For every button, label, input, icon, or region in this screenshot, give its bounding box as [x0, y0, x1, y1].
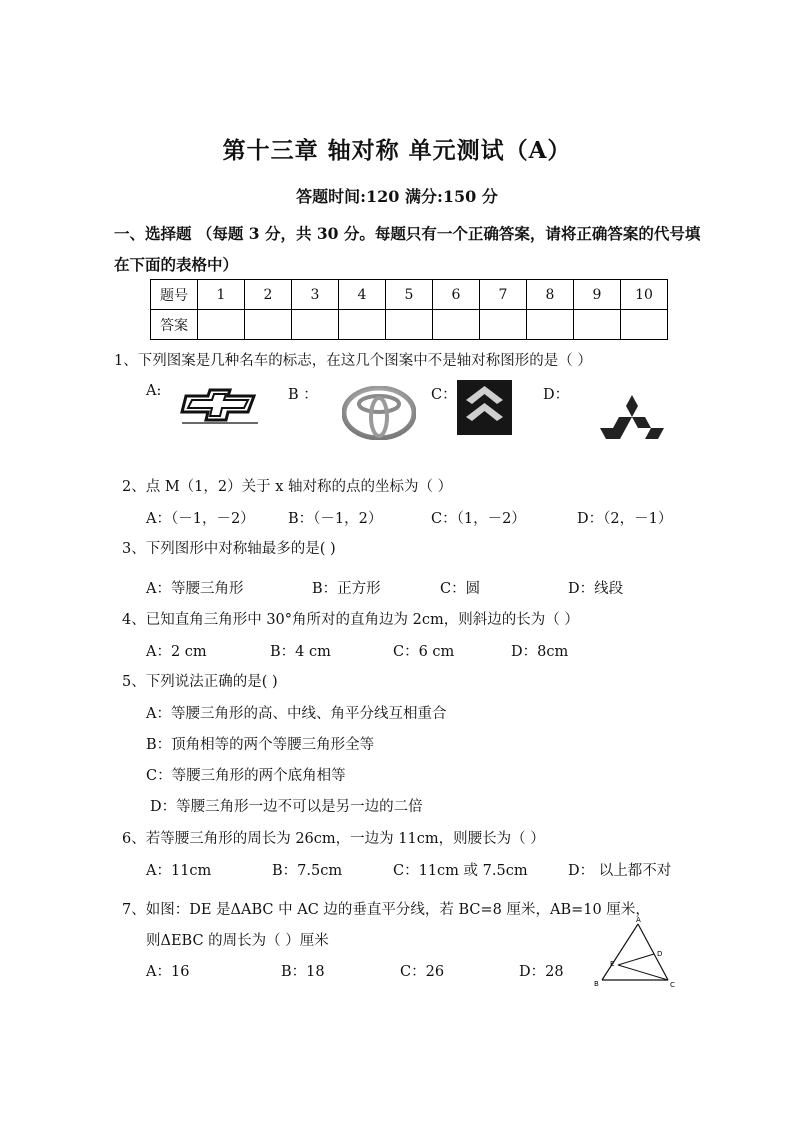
chevrolet-logo-icon: [180, 388, 260, 428]
triangle-figure: [588, 914, 684, 992]
section-heading-line2: 在下面的表格中）: [114, 255, 239, 274]
answer-table: [150, 279, 668, 340]
question-6: 6、若等腰三角形的周长为 26cm，一边为 11cm，则腰长为（ ）: [122, 831, 545, 847]
question-1: 1、下列图案是几种名车的标志，在这几个图案中不是轴对称图形的是（ ）: [114, 353, 592, 369]
q3-option-d: D：线段: [568, 581, 624, 597]
table-cell-number: 7: [480, 280, 527, 310]
exam-info: 答题时间:120 满分:150 分: [296, 187, 498, 206]
table-cell-number: 9: [574, 280, 621, 310]
q7-option-d: D：28: [519, 964, 564, 980]
table-cell-number: 1: [198, 280, 245, 310]
question-5: 5、下列说法正确的是( ): [122, 674, 278, 690]
q5-option-d: D：等腰三角形一边不可以是另一边的二倍: [150, 799, 423, 815]
q6-option-a: A：11cm: [146, 863, 212, 879]
q1-option-c-label: C：: [431, 387, 457, 403]
table-header-answer: 答案: [151, 310, 198, 340]
table-cell-number: 4: [339, 280, 386, 310]
q2-option-a: A：（－1，－2）: [146, 511, 255, 527]
table-row-answers: [151, 310, 668, 340]
answer-cell[interactable]: [245, 310, 292, 340]
table-cell-number: 8: [527, 280, 574, 310]
question-4: 4、已知直角三角形中 30°角所对的直角边为 2cm，则斜边的长为（ ）: [122, 612, 579, 628]
citroen-logo-icon: [457, 380, 512, 435]
q3-option-b: B：正方形: [312, 581, 381, 597]
q6-option-b: B：7.5cm: [272, 863, 343, 879]
q5-option-c: C：等腰三角形的两个底角相等: [146, 768, 346, 784]
answer-cell[interactable]: [574, 310, 621, 340]
vertex-label-e: E: [610, 960, 615, 968]
mitsubishi-logo-icon: [600, 393, 664, 445]
vertex-label-a: A: [636, 916, 641, 924]
toyota-logo-icon: [342, 386, 416, 440]
table-cell-number: 6: [433, 280, 480, 310]
q2-option-d: D：（2，－1）: [577, 511, 673, 527]
answer-cell[interactable]: [527, 310, 574, 340]
question-7-line1: 7、如图：DE 是ΔABC 中 AC 边的垂直平分线，若 BC=8 厘米，AB=10 厘米，: [122, 902, 650, 918]
q6-option-c: C：11cm 或 7.5cm: [393, 863, 528, 879]
table-row-numbers: [151, 280, 668, 310]
q1-option-a-label: A:: [146, 383, 162, 399]
question-3: 3、下列图形中对称轴最多的是( ): [122, 541, 336, 557]
q7-option-c: C：26: [400, 964, 445, 980]
q4-option-a: A：2 cm: [146, 644, 207, 660]
table-header-number: 题号: [151, 280, 198, 310]
q7-option-a: A：16: [146, 964, 190, 980]
question-2: 2、点 M（1，2）关于 x 轴对称的点的坐标为（ ）: [122, 479, 453, 495]
table-cell-number: 10: [621, 280, 668, 310]
q5-option-b: B：顶角相等的两个等腰三角形全等: [146, 737, 375, 753]
vertex-label-b: B: [594, 980, 599, 988]
answer-cell[interactable]: [480, 310, 527, 340]
page-title: 第十三章 轴对称 单元测试（A）: [222, 137, 572, 164]
answer-cell[interactable]: [198, 310, 245, 340]
q4-option-c: C：6 cm: [393, 644, 455, 660]
q3-option-c: C：圆: [440, 581, 481, 597]
section-heading-line1: 一、选择题 （每题 3 分，共 30 分。每题只有一个正确答案，请将正确答案的代号填: [114, 224, 701, 243]
answer-cell[interactable]: [386, 310, 433, 340]
table-cell-number: 3: [292, 280, 339, 310]
vertex-label-c: C: [670, 981, 675, 989]
table-cell-number: 2: [245, 280, 292, 310]
question-7-line2: 则ΔEBC 的周长为（ ）厘米: [146, 933, 329, 949]
q2-option-c: C：（1，－2）: [431, 511, 526, 527]
answer-cell[interactable]: [621, 310, 668, 340]
q4-option-b: B：4 cm: [270, 644, 331, 660]
q1-option-b-label: B ：: [288, 387, 318, 403]
q2-option-b: B：（－1，2）: [288, 511, 383, 527]
q5-option-a: A：等腰三角形的高、中线、角平分线互相重合: [146, 706, 447, 722]
answer-cell[interactable]: [433, 310, 480, 340]
table-cell-number: 5: [386, 280, 433, 310]
q3-option-a: A：等腰三角形: [146, 581, 244, 597]
q1-option-d-label: D：: [543, 387, 570, 403]
q7-option-b: B：18: [281, 964, 325, 980]
q6-option-d: D： 以上都不对: [568, 863, 672, 879]
answer-cell[interactable]: [292, 310, 339, 340]
q4-option-d: D：8cm: [511, 644, 569, 660]
vertex-label-d: D: [657, 950, 663, 958]
answer-cell[interactable]: [339, 310, 386, 340]
